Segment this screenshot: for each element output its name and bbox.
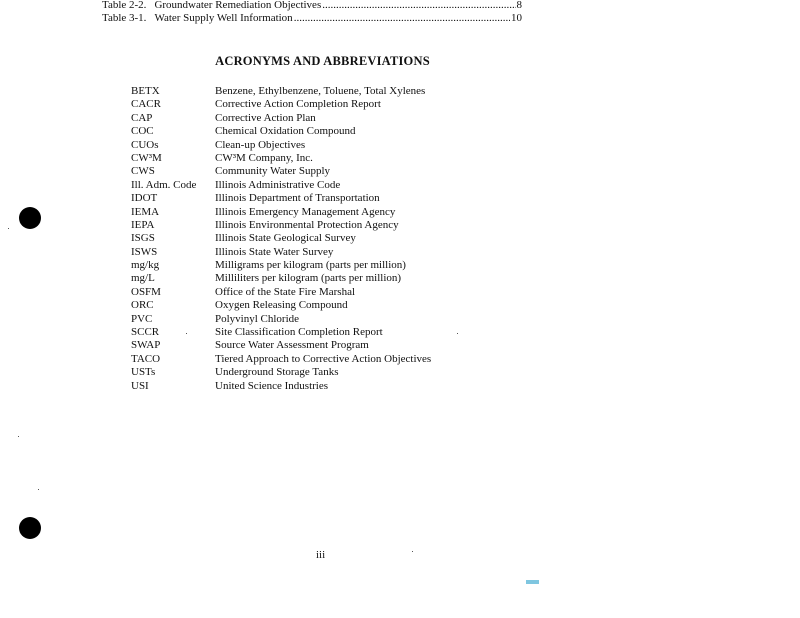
scan-speck: [412, 551, 413, 552]
acronym-list: [131, 85, 431, 393]
toc-title: Water Supply Well Information: [154, 12, 293, 24]
toc-page: 10: [511, 12, 522, 24]
acronym-row: [131, 326, 431, 339]
acronym-definition: Illinois State Geological Survey: [215, 232, 356, 245]
acronym-definition: Tiered Approach to Corrective Action Objectives: [215, 352, 432, 365]
acronym-definition: Oxygen Releasing Compound: [215, 299, 348, 312]
scan-mark: [526, 580, 539, 584]
acronym-abbr: TACO: [131, 352, 161, 365]
acronym-abbr: mg/kg: [131, 259, 160, 272]
acronym-definition: United Science Industries: [215, 379, 329, 392]
acronym-definition: Clean-up Objectives: [215, 138, 306, 151]
acronym-definition: Milligrams per kilogram (parts per million): [215, 259, 406, 272]
acronym-abbr: CUOs: [131, 138, 159, 151]
toc-entry-table-2-2: [102, 0, 522, 12]
acronym-definition: Chemical Oxidation Compound: [215, 125, 356, 138]
punch-hole: [19, 517, 41, 539]
acronym-row: [131, 259, 431, 272]
punch-hole: [19, 207, 41, 229]
acronym-abbr: CW³M: [131, 151, 162, 164]
toc-leader: [322, 0, 515, 12]
scan-speck: [38, 489, 39, 490]
acronym-row: [131, 232, 431, 245]
acronym-definition: Illinois Environmental Protection Agency: [215, 218, 399, 231]
acronym-abbr: ISWS: [131, 245, 158, 258]
acronym-row: [131, 152, 431, 165]
acronym-row: [131, 165, 431, 178]
scan-speck: [186, 333, 187, 334]
acronym-abbr: Ill. Adm. Code: [131, 178, 197, 191]
acronym-definition: Corrective Action Plan: [215, 111, 316, 124]
acronym-abbr: ISGS: [131, 232, 155, 245]
acronym-definition: CW³M Company, Inc.: [215, 151, 313, 164]
page-number: iii: [316, 549, 326, 561]
acronym-row: [131, 246, 431, 259]
acronym-definition: Office of the State Fire Marshal: [215, 285, 356, 298]
scan-speck: [8, 228, 9, 229]
toc-entry-table-3-1: [102, 12, 522, 25]
acronym-definition: Site Classification Completion Report: [215, 326, 383, 339]
acronym-definition: Polyvinyl Chloride: [215, 312, 300, 325]
acronym-row: [131, 219, 431, 232]
toc-label: Table 3-1.: [102, 12, 147, 24]
toc-label: Table 2-2.: [102, 0, 147, 11]
acronym-row: [131, 112, 431, 125]
acronym-definition: Underground Storage Tanks: [215, 366, 339, 379]
acronym-definition: Benzene, Ethylbenzene, Toluene, Total Xylenes: [215, 85, 426, 97]
acronym-definition: Community Water Supply: [215, 165, 331, 178]
acronym-abbr: COC: [131, 125, 154, 138]
acronym-row: [131, 85, 431, 98]
acronym-abbr: CWS: [131, 165, 155, 178]
acronym-abbr: mg/L: [131, 272, 155, 285]
toc-page: 8: [516, 0, 522, 11]
acronym-abbr: IEPA: [131, 218, 155, 231]
acronym-definition: Illinois Department of Transportation: [215, 192, 380, 205]
acronym-definition: Source Water Assessment Program: [215, 339, 369, 352]
acronym-abbr: SCCR: [131, 326, 160, 339]
acronym-definition: Illinois State Water Survey: [215, 245, 334, 258]
acronym-abbr: SWAP: [131, 339, 161, 352]
acronym-abbr: USI: [131, 379, 149, 392]
scan-speck: [18, 436, 19, 437]
acronym-definition: Milliliters per kilogram (parts per million): [215, 272, 402, 285]
acronym-row: [131, 313, 431, 326]
acronym-row: [131, 272, 431, 285]
acronym-row: [131, 179, 431, 192]
acronym-definition: Illinois Emergency Management Agency: [215, 205, 396, 218]
toc-title: Groundwater Remediation Objectives: [154, 0, 322, 11]
section-title: ACRONYMS AND ABBREVIATIONS: [215, 54, 430, 68]
acronym-row: [131, 139, 431, 152]
acronym-abbr: IEMA: [131, 205, 160, 218]
acronym-abbr: USTs: [131, 366, 156, 379]
acronym-abbr: ORC: [131, 299, 154, 312]
acronym-row: [131, 206, 431, 219]
acronym-definition: Illinois Administrative Code: [215, 178, 341, 191]
acronym-row: [131, 192, 431, 205]
acronym-abbr: CACR: [131, 98, 161, 111]
acronym-row: [131, 286, 431, 299]
acronym-row: [131, 339, 431, 352]
acronym-row: [131, 98, 431, 111]
acronym-abbr: CAP: [131, 111, 153, 124]
acronym-abbr: PVC: [131, 312, 153, 325]
acronym-row: [131, 366, 431, 379]
acronym-row: [131, 125, 431, 138]
scan-speck: [457, 333, 458, 334]
toc-leader: [294, 12, 510, 25]
acronym-row: [131, 380, 431, 393]
acronym-abbr: OSFM: [131, 285, 161, 298]
acronym-row: [131, 353, 431, 366]
acronym-row: [131, 299, 431, 312]
acronym-abbr: BETX: [131, 85, 160, 97]
acronym-definition: Corrective Action Completion Report: [215, 98, 381, 111]
acronym-abbr: IDOT: [131, 192, 158, 205]
